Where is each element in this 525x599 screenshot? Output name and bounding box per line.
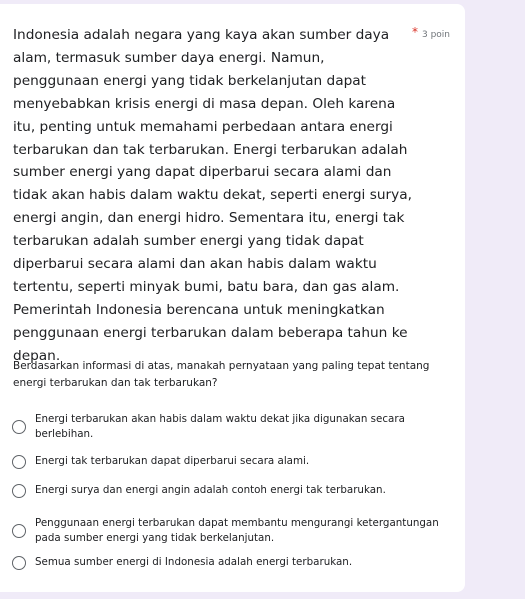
radio-button[interactable] xyxy=(12,556,26,570)
question-card xyxy=(0,4,465,592)
radio-button[interactable] xyxy=(12,420,26,434)
answer-option-label: Semua sumber energi di Indonesia adalah energi terbarukan. xyxy=(35,556,353,568)
radio-button[interactable] xyxy=(12,455,26,469)
points-label: 3 poin xyxy=(422,30,451,40)
answer-option[interactable] xyxy=(12,483,452,498)
answer-option-label: Energi terbarukan akan habis dalam waktu dekat jika digunakan secara berlebihan. xyxy=(35,413,405,440)
answer-option[interactable] xyxy=(12,516,452,546)
question-prompt: Berdasarkan informasi di atas, manakah pernyataan yang paling tepat tentang energi terbarukan dan tak terbarukan? xyxy=(13,360,430,389)
question-passage: Indonesia adalah negara yang kaya akan sumber daya alam, termasuk sumber daya energi. Namun, penggunaan energi yang tidak berkelanjutan dapat menyebabkan krisis energi di masa depan. Oleh karena itu, penting untuk memahami perbedaan antara energi terbarukan dan tak terbarukan. Energi terbarukan adalah sumber energi yang dapat diperbarui secara alami dan tidak akan habis dalam waktu dekat, seperti energi surya, energi angin, dan energi hidro. Sementara itu, energi tak terbarukan adalah sumber energi yang tidak dapat diperbarui secara alami dan akan habis dalam waktu tertentu, seperti minyak bumi, batu bara, dan gas alam. Pemerintah Indonesia berencana untuk meningkatkan penggunaan energi terbarukan dalam beberapa tahun ke depan. xyxy=(13,27,412,364)
radio-button[interactable] xyxy=(12,484,26,498)
radio-button[interactable] xyxy=(12,524,26,538)
answer-option-label: Energi tak terbarukan dapat diperbarui secara alami. xyxy=(35,455,310,467)
answer-option-label: Penggunaan energi terbarukan dapat membantu mengurangi ketergantungan pada sumber energi yang tidak berkelanjutan. xyxy=(35,517,439,544)
required-asterisk: * xyxy=(412,25,418,39)
answer-option-label: Energi surya dan energi angin adalah contoh energi tak terbarukan. xyxy=(35,484,386,496)
answer-option[interactable] xyxy=(12,454,452,469)
answer-option[interactable] xyxy=(12,555,452,570)
answer-option[interactable] xyxy=(12,412,452,442)
